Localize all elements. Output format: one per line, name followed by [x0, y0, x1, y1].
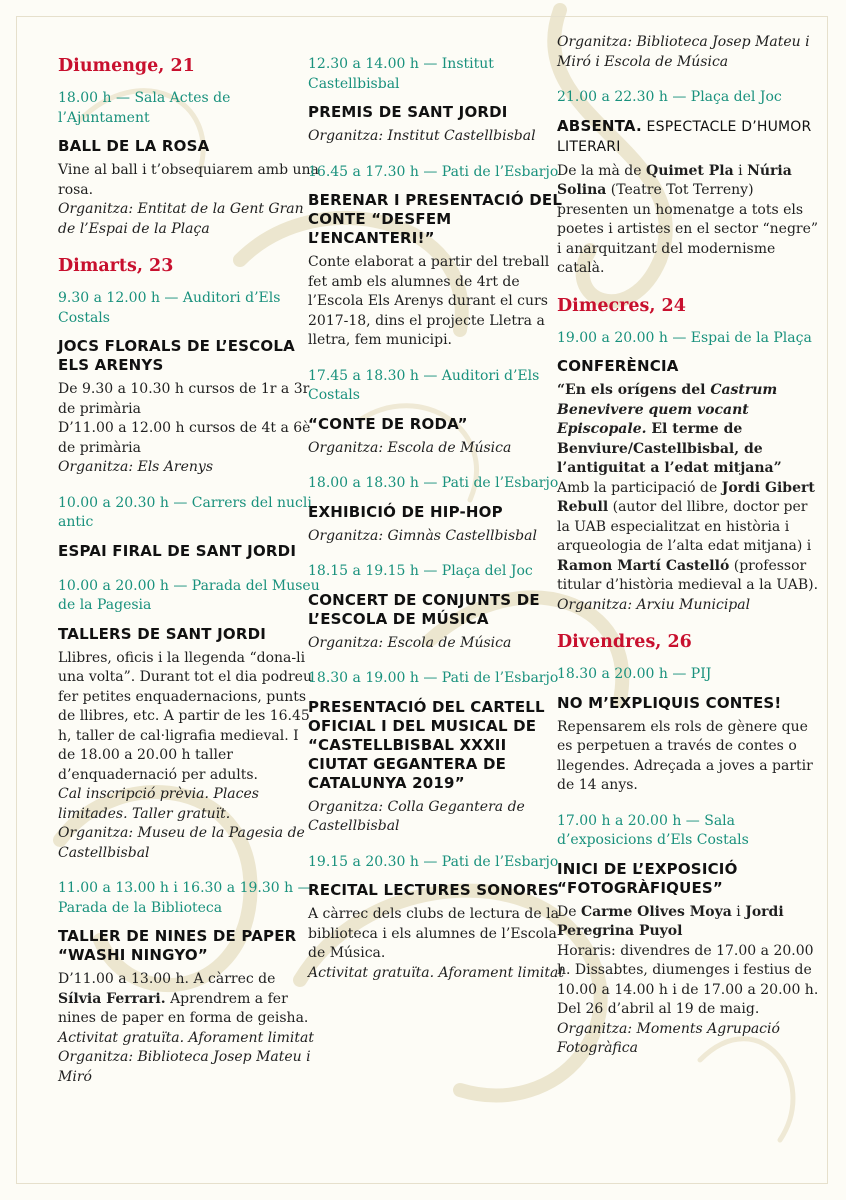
event-taller-nines — [58, 879, 320, 1087]
event-organizer: Organitza: Biblioteca Josep Mateu i Miró i Escola de Música — [557, 34, 810, 70]
person-name: Núria Solina — [557, 162, 792, 198]
event-organizer: Organitza: Institut Castellbisbal — [308, 128, 536, 144]
column-2 — [308, 55, 570, 999]
person-name: Carme Olives Moya — [580, 903, 732, 920]
event-organizer: Organitza: Biblioteca Josep Mateu i Miró — [58, 1049, 311, 1085]
event-title: BALL DE LA ROSA — [58, 137, 210, 155]
event-time: 11.00 a 13.00 h i 16.30 a 19.30 h — Parada de la Biblioteca — [58, 880, 312, 916]
event-title: PRESENTACIÓ DEL CARTELL OFICIAL I DEL MUSICAL DE “CASTELLBISBAL XXXII CIUTAT GEGANTERA DE CATALUNYA 2019” — [308, 697, 545, 792]
event-organizer: Organitza: Escola de Música — [308, 634, 512, 651]
event-time: 10.00 a 20.30 h — Carrers del nucli antic — [58, 494, 312, 530]
desc-text: (Teatre Tot Terreny) presenten un homenatge a tots els poetes i artistes en el sector “negre” i anarquitzant del modernisme català. — [557, 182, 819, 276]
event-title — [557, 117, 819, 157]
event-exposicio — [557, 812, 819, 1059]
event-description: A càrrec dels clubs de lectura de la biblioteca i els alumnes de l’Escola de Música. — [308, 906, 559, 961]
event-organizer: Organitza: Moments Agrupació Fotogràfica — [557, 1020, 780, 1056]
event-description: Horaris: divendres de 17.00 a 20.00 h. Dissabtes, diumenges i festius de 10.00 a 14.00 h i de 17.00 a 20.00 h. Del 26 d’abril al 19 de maig. — [557, 942, 819, 1017]
event-time: 18.00 h — Sala Actes de l’Ajuntament — [58, 90, 231, 126]
event-presentacio-cartell — [308, 669, 570, 837]
event-title: NO M’EXPLIQUIS CONTES! — [557, 693, 782, 712]
event-time: 16.45 a 17.30 h — Pati de l’Esbarjo — [308, 163, 559, 180]
event-time: 9.30 a 12.00 h — Auditori d’Els Costals — [58, 290, 281, 326]
event-organizer: Organitza: Colla Gegantera de Castellbisbal — [308, 798, 525, 834]
event-time: 19.00 a 20.00 h — Espai de la Plaça — [557, 329, 812, 346]
desc-text: i — [731, 903, 746, 920]
event-berenar — [308, 163, 570, 351]
event-title: “CONTE DE RODA” — [308, 414, 468, 433]
title-sub: ESPECTACLE D’HUMOR LITERARI — [557, 118, 812, 155]
event-time: 18.15 a 19.15 h — Plaça del Joc — [308, 563, 533, 579]
event-hip-hop — [308, 474, 570, 546]
event-lecture-title — [557, 381, 819, 479]
event-title: EXHIBICIÓ DE HIP-HOP — [308, 502, 503, 521]
event-description: D’11.00 a 12.00 h cursos de 4t a 6è de primària — [58, 420, 311, 456]
person-name: Ramon Martí Castelló — [557, 557, 730, 574]
event-authors — [557, 903, 819, 942]
event-description: Llibres, oficis i la llegenda “dona-li una volta”. Durant tot el dia podreu fer petites enquadernacions, punts de llibres, etc. A partir de les 16.45 h, taller de cal·ligrafia medieval. I de 18.00 a 20.00 h taller d’enquadernació per adults. — [58, 649, 312, 783]
event-title: JOCS FLORALS DE L’ESCOLA ELS ARENYS — [58, 337, 295, 374]
person-name: Quimet Pla — [646, 162, 734, 179]
event-premis-sant-jordi — [308, 55, 570, 147]
desc-text: Amb la participació de — [557, 479, 722, 496]
desc-text: (autor del llibre, doctor per la UAB especialitzat en història i arqueologia de l’alta edat mitjana) i — [557, 499, 812, 554]
event-title: BERENAR I PRESENTACIÓ DEL CONTE “DESFEM L’ENCANTERI!” — [308, 191, 563, 247]
event-time: 17.00 h a 20.00 h — Sala d’exposicions d’Els Costals — [557, 812, 749, 848]
column-3 — [557, 33, 819, 1075]
event-absenta — [557, 88, 819, 279]
event-description: Repensarem els rols de gènere que es perpetuen a través de contes o llegendes. Adreçada a joves a partir de 14 anys. — [557, 718, 813, 793]
event-ball-de-la-rosa — [58, 89, 320, 239]
day-heading: Dimarts, 23 — [58, 256, 174, 276]
event-title: TALLERS DE SANT JORDI — [58, 624, 267, 643]
event-conferencia — [557, 329, 819, 616]
event-organizer: Organitza: Els Arenys — [58, 459, 214, 475]
event-conte-de-roda — [308, 367, 570, 459]
event-title: RECITAL LECTURES SONORES — [308, 881, 560, 899]
event-description — [58, 970, 320, 1029]
event-time: 10.00 a 20.00 h — Parada del Museu de la Pagesia — [58, 577, 320, 613]
event-time: 18.30 a 19.00 h — Pati de l’Esbarjo — [308, 670, 559, 686]
event-organizer: Organitza: Entitat de la Gent Gran de l’Espai de la Plaça — [58, 201, 304, 237]
desc-text: (professor titular d’història medieval a la UAB). — [557, 557, 819, 593]
event-title: CONCERT DE CONJUNTS DE L’ESCOLA DE MÚSICA — [308, 590, 540, 628]
event-organizer: Organitza: Escola de Música — [308, 439, 512, 456]
lecture-text: “En els orígens del — [557, 382, 711, 398]
event-time: 18.30 a 20.00 h — PIJ — [557, 666, 712, 682]
event-title: PREMIS DE SANT JORDI — [308, 103, 508, 121]
person-name: Jordi Peregrina Puyol — [557, 903, 784, 939]
event-title: ESPAI FIRAL DE SANT JORDI — [58, 541, 297, 560]
event-recital — [308, 853, 570, 984]
event-note: Cal inscripció prèvia. Places limitades. Taller gratuït. — [58, 786, 259, 822]
event-description — [557, 162, 819, 279]
event-title: CONFERÈNCIA — [557, 357, 679, 375]
person-name: Sílvia Ferrari. — [58, 990, 166, 1007]
event-organizer: Organitza: Museu de la Pagesia de Castellbisbal — [58, 825, 305, 861]
event-jocs-florals — [58, 289, 320, 478]
person-name: Jordi Gibert Rebull — [557, 479, 815, 515]
event-note: Activitat gratuïta. Aforament limitat — [308, 964, 564, 981]
event-concert — [308, 562, 570, 653]
event-title: INICI DE L’EXPOSICIÓ “FOTOGRÀFIQUES” — [557, 859, 738, 897]
event-no-mexpliquis — [557, 665, 819, 796]
day-heading: Dimecres, 24 — [557, 295, 686, 316]
lecture-text: El terme de Benviure/Castellbisbal, de l’antiguitat a l’edat mitjana” — [557, 421, 782, 476]
day-heading: Divendres, 26 — [557, 632, 692, 652]
desc-text: i — [733, 162, 748, 179]
event-description: De 9.30 a 10.30 h cursos de 1r a 3r de primària — [58, 381, 310, 417]
desc-text: De la mà de — [557, 162, 647, 179]
event-espai-firal — [58, 494, 320, 561]
event-time: 21.00 a 22.30 h — Plaça del Joc — [557, 89, 782, 105]
event-title: TALLER DE NINES DE PAPER “WASHI NINGYO” — [58, 927, 297, 964]
title-main: ABSENTA. — [557, 116, 642, 135]
event-tallers-sant-jordi — [58, 577, 320, 864]
event-organizer: Organitza: Arxiu Municipal — [557, 596, 751, 613]
event-continued — [557, 33, 819, 72]
event-organizer: Organitza: Gimnàs Castellbisbal — [308, 527, 537, 544]
event-description — [557, 479, 819, 596]
desc-text: D’11.00 a 13.00 h. A càrrec de — [58, 971, 276, 987]
event-time: 17.45 a 18.30 h — Auditori d’Els Costals — [308, 367, 540, 403]
event-time: 18.00 a 18.30 h — Pati de l’Esbarjo — [308, 475, 559, 491]
event-description: Conte elaborat a partir del treball fet amb els alumnes de 4rt de l’Escola Els Arenys durant el curs 2017-18, dins el projecte Lletra a lletra, fem municipi. — [308, 254, 550, 348]
event-time: 19.15 a 20.30 h — Pati de l’Esbarjo — [308, 853, 559, 870]
event-time: 12.30 a 14.00 h — Institut Castellbisbal — [308, 56, 494, 92]
desc-text: De — [557, 903, 581, 920]
event-description: Vine al ball i t’obsequiarem amb una rosa. — [58, 162, 319, 198]
lecture-text-italic: Castrum Benevivere quem vocant Episcopale. — [557, 382, 778, 437]
event-note: Activitat gratuïta. Aforament limitat — [58, 1029, 314, 1046]
column-1 — [58, 55, 320, 1103]
day-heading: Diumenge, 21 — [58, 56, 195, 76]
desc-text: Aprendrem a fer nines de paper en forma de geisha. — [58, 990, 309, 1026]
